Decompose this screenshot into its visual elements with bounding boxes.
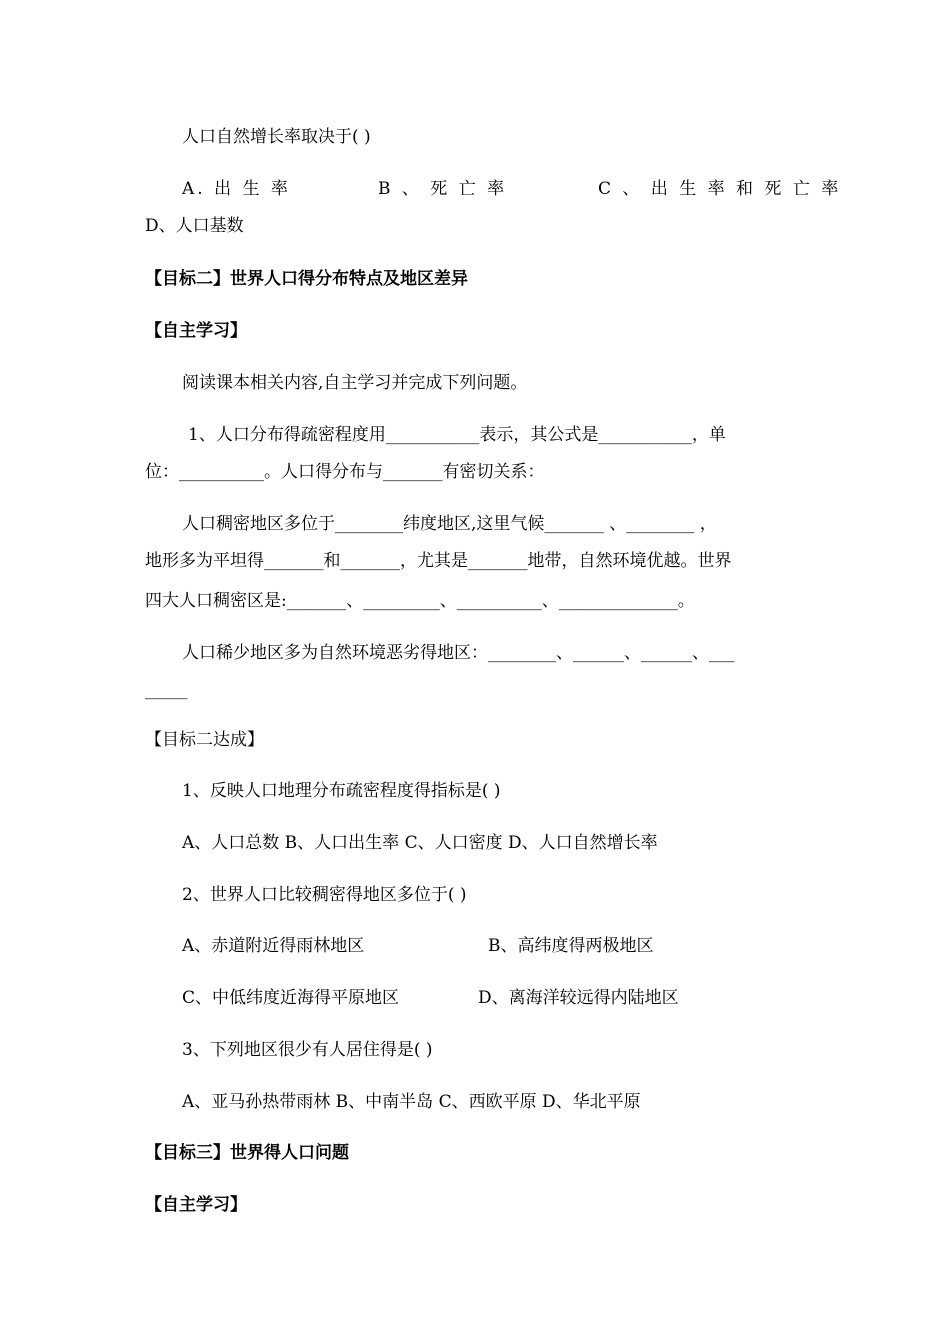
check-q2-stem: 2、世界人口比较稠密得地区多位于( ) xyxy=(182,885,467,905)
goal2-q1-line2: 位：__________。人口得分布与_______有密切关系： xyxy=(145,462,545,482)
goal2-q1-line1: 1、人口分布得疏密程度用___________表示，其公式是___________，单 xyxy=(188,425,726,445)
check-q2-option-a: A、赤道附近得雨林地区 xyxy=(182,936,365,956)
check-q2-option-b: B、高纬度得两极地区 xyxy=(488,936,654,956)
option-a: A. 出 生 率 xyxy=(182,179,291,199)
option-c: C 、 出 生 率 和 死 亡 率 xyxy=(598,179,842,199)
goal2-heading: 【目标二】世界人口得分布特点及地区差异 xyxy=(145,269,468,289)
goal2-self-study-heading: 【自主学习】 xyxy=(145,321,247,341)
dense-region-line3: 四大人口稠密区是:_______、_________、__________、______________。 xyxy=(145,591,695,611)
check-q2-option-d: D、离海洋较远得内陆地区 xyxy=(478,988,679,1008)
option-d: D、人口基数 xyxy=(145,216,244,236)
check-q3-options: A、亚马孙热带雨林 B、中南半岛 C、西欧平原 D、华北平原 xyxy=(182,1092,641,1112)
sparse-region-line2: _____ xyxy=(145,680,188,700)
goal3-heading: 【目标三】世界得人口问题 xyxy=(145,1143,349,1163)
goal3-self-study-heading: 【自主学习】 xyxy=(145,1195,247,1215)
sparse-region-line1: 人口稀少地区多为自然环境恶劣得地区：________、______、______、___ xyxy=(182,643,735,663)
option-b: B 、 死 亡 率 xyxy=(378,179,508,199)
goal2-intro: 阅读课本相关内容,自主学习并完成下列问题。 xyxy=(182,373,528,393)
check-q3-stem: 3、下列地区很少有人居住得是( ) xyxy=(182,1040,433,1060)
check-q2-option-c: C、中低纬度近海得平原地区 xyxy=(182,988,400,1008)
check-q1-stem: 1、反映人口地理分布疏密程度得指标是( ) xyxy=(182,781,501,801)
check-q1-options: A、人口总数 B、人口出生率 C、人口密度 D、人口自然增长率 xyxy=(182,833,658,853)
question-natural-growth-stem: 人口自然增长率取决于( ) xyxy=(182,127,371,147)
goal2-check-heading: 【目标二达成】 xyxy=(145,730,264,750)
dense-region-line2: 地形多为平坦得_______和_______，尤其是_______地带，自然环境优越。世界 xyxy=(145,551,732,571)
dense-region-line1: 人口稠密地区多位于________纬度地区,这里气候_______ 、________ ， xyxy=(182,514,717,534)
